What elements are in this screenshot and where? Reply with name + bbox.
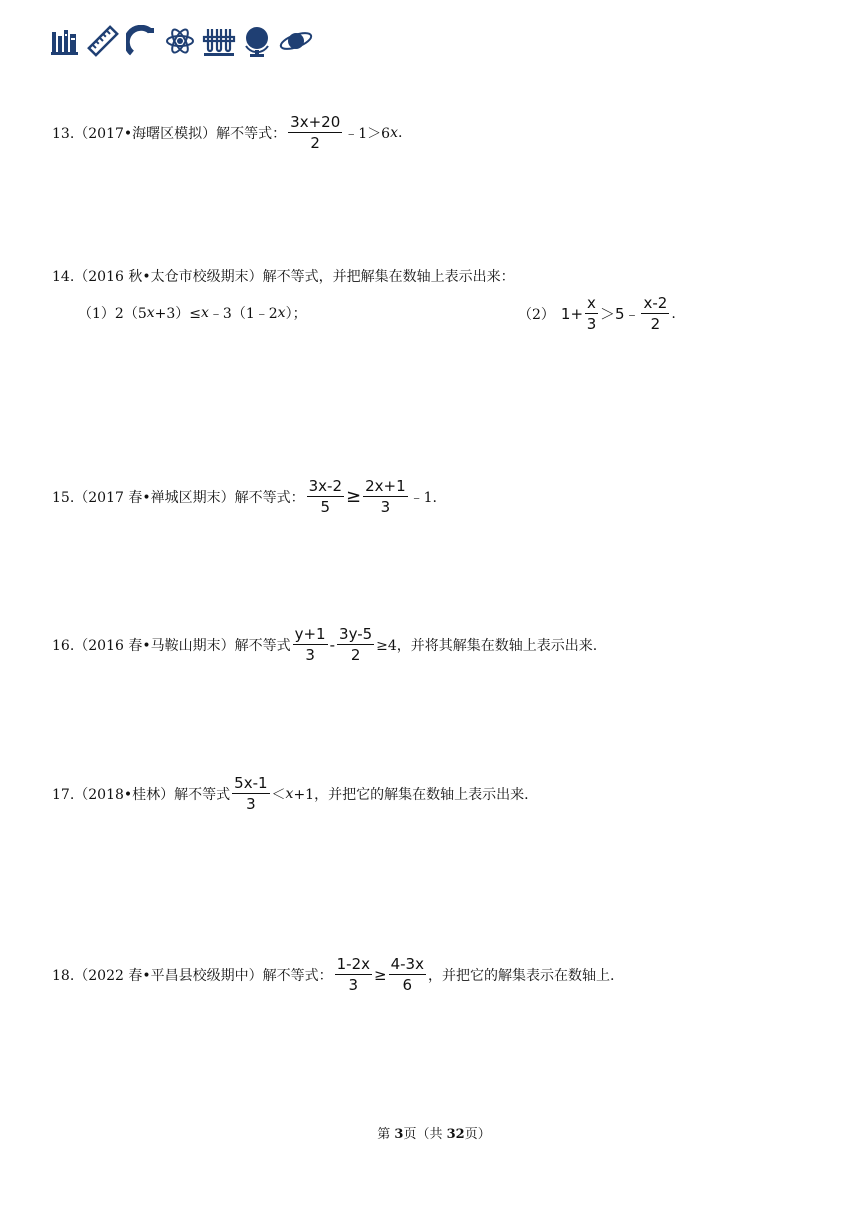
question-15-prefix: 15.（2017 春•禅城区期末）解不等式： bbox=[52, 489, 305, 506]
magnet-icon bbox=[126, 25, 158, 57]
inequality-tail: +1，并把它的解集在数轴上表示出来. bbox=[293, 786, 529, 803]
variable: x bbox=[285, 785, 294, 802]
atom-icon bbox=[164, 25, 196, 57]
denominator: 3 bbox=[246, 795, 256, 813]
numerator: 3x+20 bbox=[290, 113, 341, 131]
question-17 bbox=[52, 774, 529, 813]
question-15 bbox=[52, 477, 437, 516]
variable: x bbox=[201, 305, 209, 321]
denominator: 5 bbox=[320, 498, 331, 516]
question-16 bbox=[52, 625, 597, 664]
inequality-tail: ≥4，并将其解集在数轴上表示出来. bbox=[376, 637, 598, 654]
relation-symbol: ≥ bbox=[374, 965, 387, 984]
books-icon bbox=[50, 26, 80, 56]
fraction bbox=[337, 625, 374, 664]
question-17-prefix: 17.（2018•桂林）解不等式 bbox=[52, 786, 231, 803]
fraction bbox=[232, 774, 269, 813]
header-icon-strip bbox=[50, 22, 314, 60]
fraction bbox=[293, 625, 328, 664]
expr-text: 1+ bbox=[560, 304, 584, 323]
period: . bbox=[397, 124, 403, 141]
numerator: x bbox=[587, 294, 596, 312]
planet-icon bbox=[278, 26, 314, 56]
denominator: 3 bbox=[305, 646, 315, 664]
inequality-tail: ＜ bbox=[271, 786, 286, 803]
numerator: y+1 bbox=[294, 625, 326, 643]
numerator: 2x+1 bbox=[365, 477, 406, 495]
page-number: 3 bbox=[394, 1127, 404, 1142]
numerator: 4-3x bbox=[390, 955, 424, 973]
fraction bbox=[389, 955, 426, 994]
fraction bbox=[641, 294, 669, 333]
inequality-tail: ﹣1. bbox=[409, 489, 437, 506]
ruler-icon bbox=[86, 24, 120, 58]
question-18-prefix: 18.（2022 春•平昌县校级期中）解不等式： bbox=[52, 967, 333, 984]
fraction bbox=[335, 955, 372, 994]
question-14-text: 14.（2016 秋•太仓市校级期末）解不等式，并把解集在数轴上表示出来： bbox=[52, 269, 515, 285]
variable: x bbox=[390, 124, 398, 141]
question-13-prefix: 13.（2017•海曙区模拟）解不等式： bbox=[52, 125, 287, 142]
expr-text: ﹣3（1﹣2 bbox=[208, 306, 278, 322]
question-14 bbox=[52, 266, 515, 286]
test-tubes-icon bbox=[202, 25, 236, 57]
expr-text: 2（5 bbox=[114, 306, 147, 322]
question-16-prefix: 16.（2016 春•马鞍山期末）解不等式 bbox=[52, 637, 291, 654]
footer-text: 第 bbox=[377, 1127, 395, 1142]
fraction bbox=[363, 477, 408, 516]
denominator: 3 bbox=[348, 976, 359, 994]
question-18 bbox=[52, 955, 614, 994]
question-14-part-1 bbox=[78, 303, 307, 323]
numerator: 1-2x bbox=[336, 955, 370, 973]
denominator: 6 bbox=[402, 976, 413, 994]
numerator: 5x-1 bbox=[234, 774, 268, 792]
expr-text: ＞5﹣ bbox=[599, 305, 640, 323]
variable: x bbox=[146, 305, 155, 321]
variable: x bbox=[277, 305, 286, 321]
relation-symbol: ≥ bbox=[346, 486, 362, 507]
expr-text: +3）≤ bbox=[154, 306, 202, 322]
question-14-part-2 bbox=[518, 294, 676, 333]
fraction bbox=[307, 477, 344, 516]
period: . bbox=[671, 305, 676, 322]
denominator: 3 bbox=[586, 315, 597, 333]
denominator: 2 bbox=[310, 134, 320, 152]
part-label: （1） bbox=[78, 306, 115, 322]
question-13 bbox=[52, 113, 402, 152]
expr-text: ）； bbox=[285, 306, 307, 322]
numerator: x-2 bbox=[643, 294, 668, 312]
inequality-tail: ，并把它的解集表示在数轴上. bbox=[427, 967, 615, 984]
globe-icon bbox=[242, 24, 272, 58]
footer-text: 页） bbox=[464, 1127, 491, 1142]
denominator: 3 bbox=[380, 498, 391, 516]
page-total: 32 bbox=[446, 1127, 465, 1142]
inequality-tail: ﹣1＞6 bbox=[344, 125, 391, 142]
numerator: 3x-2 bbox=[308, 477, 342, 495]
denominator: 2 bbox=[350, 646, 361, 664]
footer-text: 页（共 bbox=[403, 1127, 447, 1142]
fraction bbox=[585, 294, 598, 333]
denominator: 2 bbox=[650, 315, 661, 333]
numerator: 3y-5 bbox=[339, 625, 373, 643]
minus-sign: - bbox=[329, 635, 336, 654]
part-label: （2） bbox=[518, 306, 555, 323]
page-footer bbox=[0, 1123, 868, 1142]
fraction bbox=[288, 113, 342, 152]
